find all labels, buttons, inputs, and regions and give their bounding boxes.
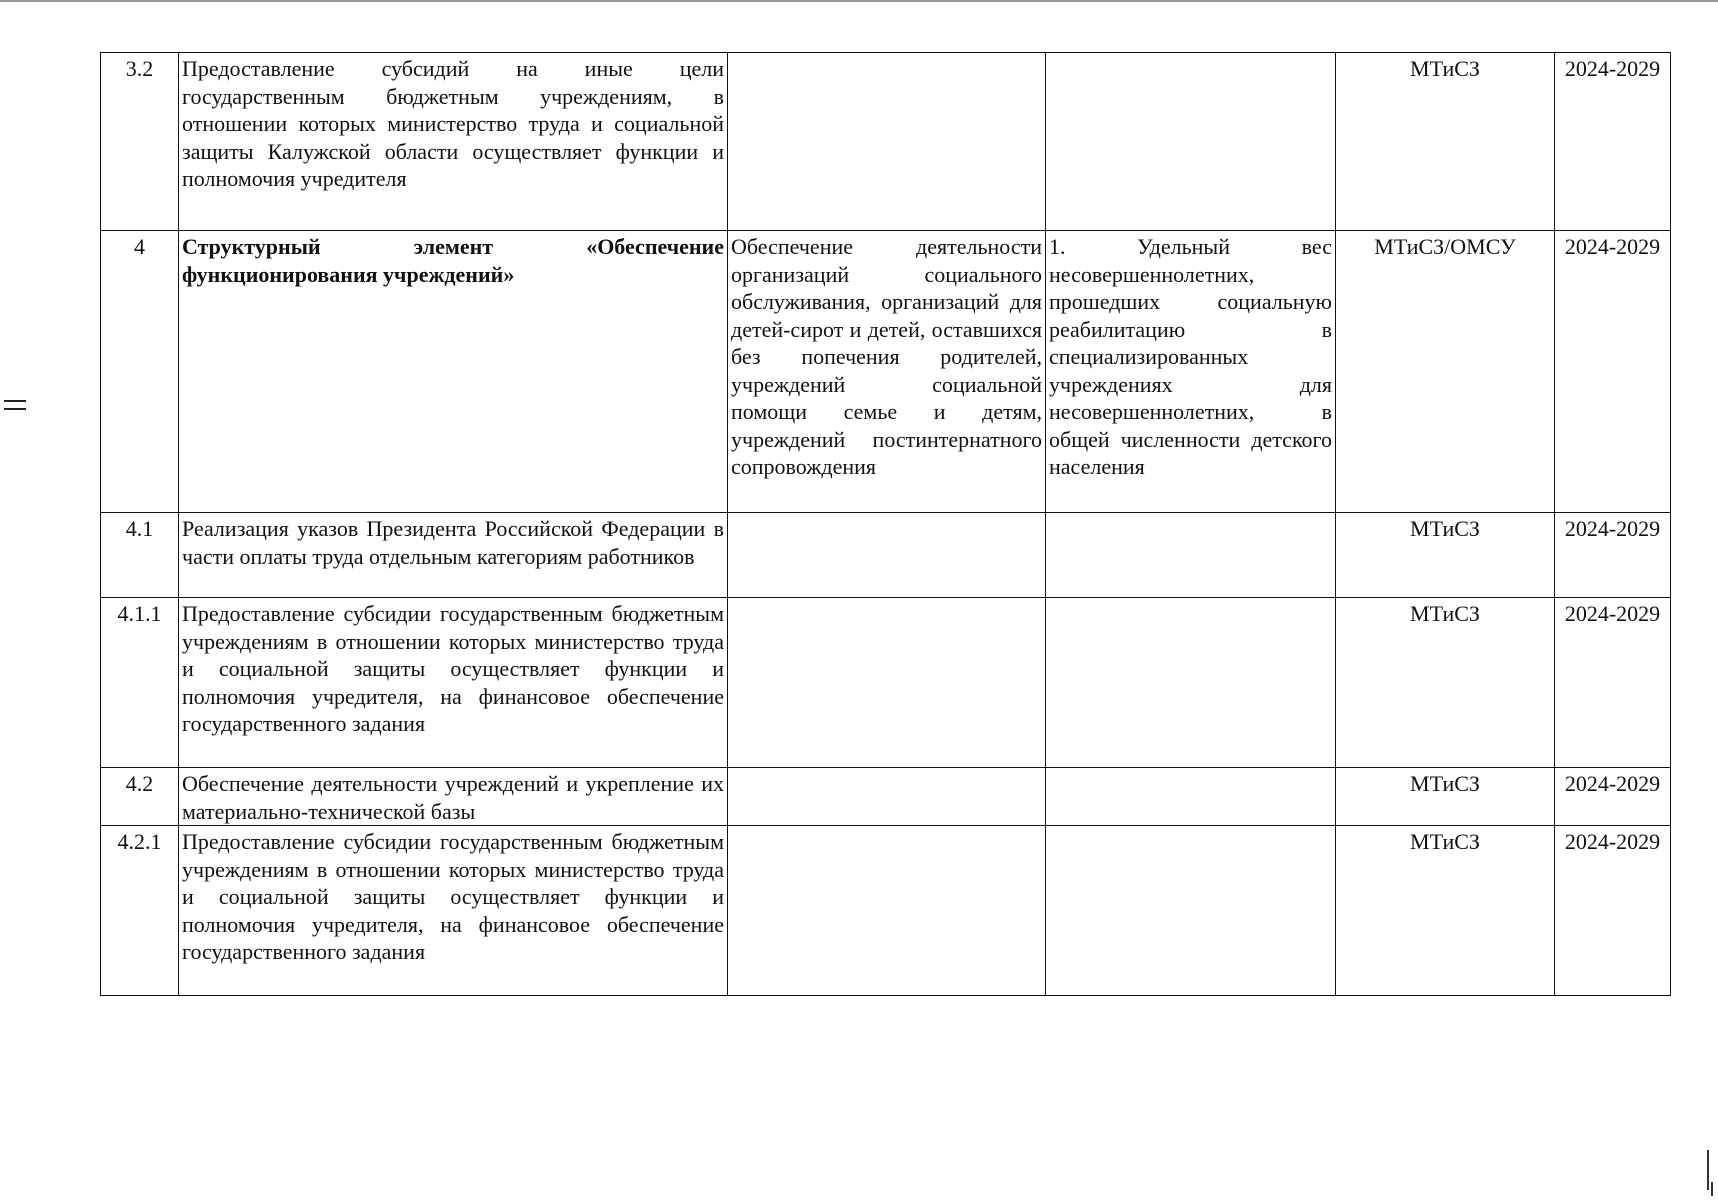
measure-indicator	[1046, 53, 1336, 231]
measure-goal	[728, 598, 1046, 768]
responsible-executor: МТиСЗ/ОМСУ	[1336, 231, 1555, 513]
table-row-4-2-1	[101, 826, 1671, 996]
table-row-4	[101, 231, 1671, 513]
implementation-period: 2024-2029	[1555, 53, 1671, 231]
measure-description: Обеспечение деятельности учреждений и укрепление их материально-технической базы	[179, 768, 728, 826]
implementation-period: 2024-2029	[1555, 768, 1671, 826]
measure-goal	[728, 826, 1046, 996]
responsible-executor: МТиСЗ	[1336, 53, 1555, 231]
measure-goal	[728, 513, 1046, 598]
measure-indicator	[1046, 768, 1336, 826]
table-row-4-1-1	[101, 598, 1671, 768]
program-measures-table	[100, 52, 1671, 996]
scan-binding-mark	[4, 400, 26, 410]
measure-description: Предоставление субсидии государственным бюджетным учреждениям в отношении которых министерство труда и социальной защиты осуществляет функции и полномочия учредителя, на финансовое обеспечение государственного задания	[179, 826, 728, 996]
scan-edge-mark-small	[1711, 1182, 1713, 1196]
implementation-period: 2024-2029	[1555, 826, 1671, 996]
measure-indicator	[1046, 513, 1336, 598]
implementation-period: 2024-2029	[1555, 231, 1671, 513]
implementation-period: 2024-2029	[1555, 513, 1671, 598]
row-number: 4.2.1	[101, 826, 179, 996]
table-row-4-2	[101, 768, 1671, 826]
scan-edge-mark	[1707, 1150, 1709, 1190]
row-number: 4.1.1	[101, 598, 179, 768]
responsible-executor: МТиСЗ	[1336, 768, 1555, 826]
row-number: 4.1	[101, 513, 179, 598]
measure-description: Реализация указов Президента Российской Федерации в части оплаты труда отдельным категориям работников	[179, 513, 728, 598]
responsible-executor: МТиСЗ	[1336, 513, 1555, 598]
measure-indicator	[1046, 826, 1336, 996]
measure-goal	[728, 768, 1046, 826]
implementation-period: 2024-2029	[1555, 598, 1671, 768]
row-number: 3.2	[101, 53, 179, 231]
row-number: 4	[101, 231, 179, 513]
measure-goal: Обеспечение деятельности организаций социального обслуживания, организаций для детей-сирот и детей, оставшихся без попечения родителей, учреждений социальной помощи семье и детям, учреждений постинтернатного сопровождения	[728, 231, 1046, 513]
measure-description: Предоставление субсидий на иные цели государственным бюджетным учреждениям, в отношении которых министерство труда и социальной защиты Калужской области осуществляет функции и полномочия учредителя	[179, 53, 728, 231]
responsible-executor: МТиСЗ	[1336, 826, 1555, 996]
table-row-3-2	[101, 53, 1671, 231]
scan-top-edge	[0, 0, 1718, 2]
measure-indicator	[1046, 598, 1336, 768]
measure-goal	[728, 53, 1046, 231]
table-row-4-1	[101, 513, 1671, 598]
measure-indicator: 1. Удельный вес несовершеннолетних, прошедших социальную реабилитацию в специализированных учреждениях для несовершеннолетних, в общей численности детского населения	[1046, 231, 1336, 513]
measure-description: Предоставление субсидии государственным бюджетным учреждениям в отношении которых министерство труда и социальной защиты осуществляет функции и полномочия учредителя, на финансовое обеспечение государственного задания	[179, 598, 728, 768]
structural-element-title: Структурный элемент «Обеспечение функционирования учреждений»	[179, 231, 728, 513]
row-number: 4.2	[101, 768, 179, 826]
responsible-executor: МТиСЗ	[1336, 598, 1555, 768]
